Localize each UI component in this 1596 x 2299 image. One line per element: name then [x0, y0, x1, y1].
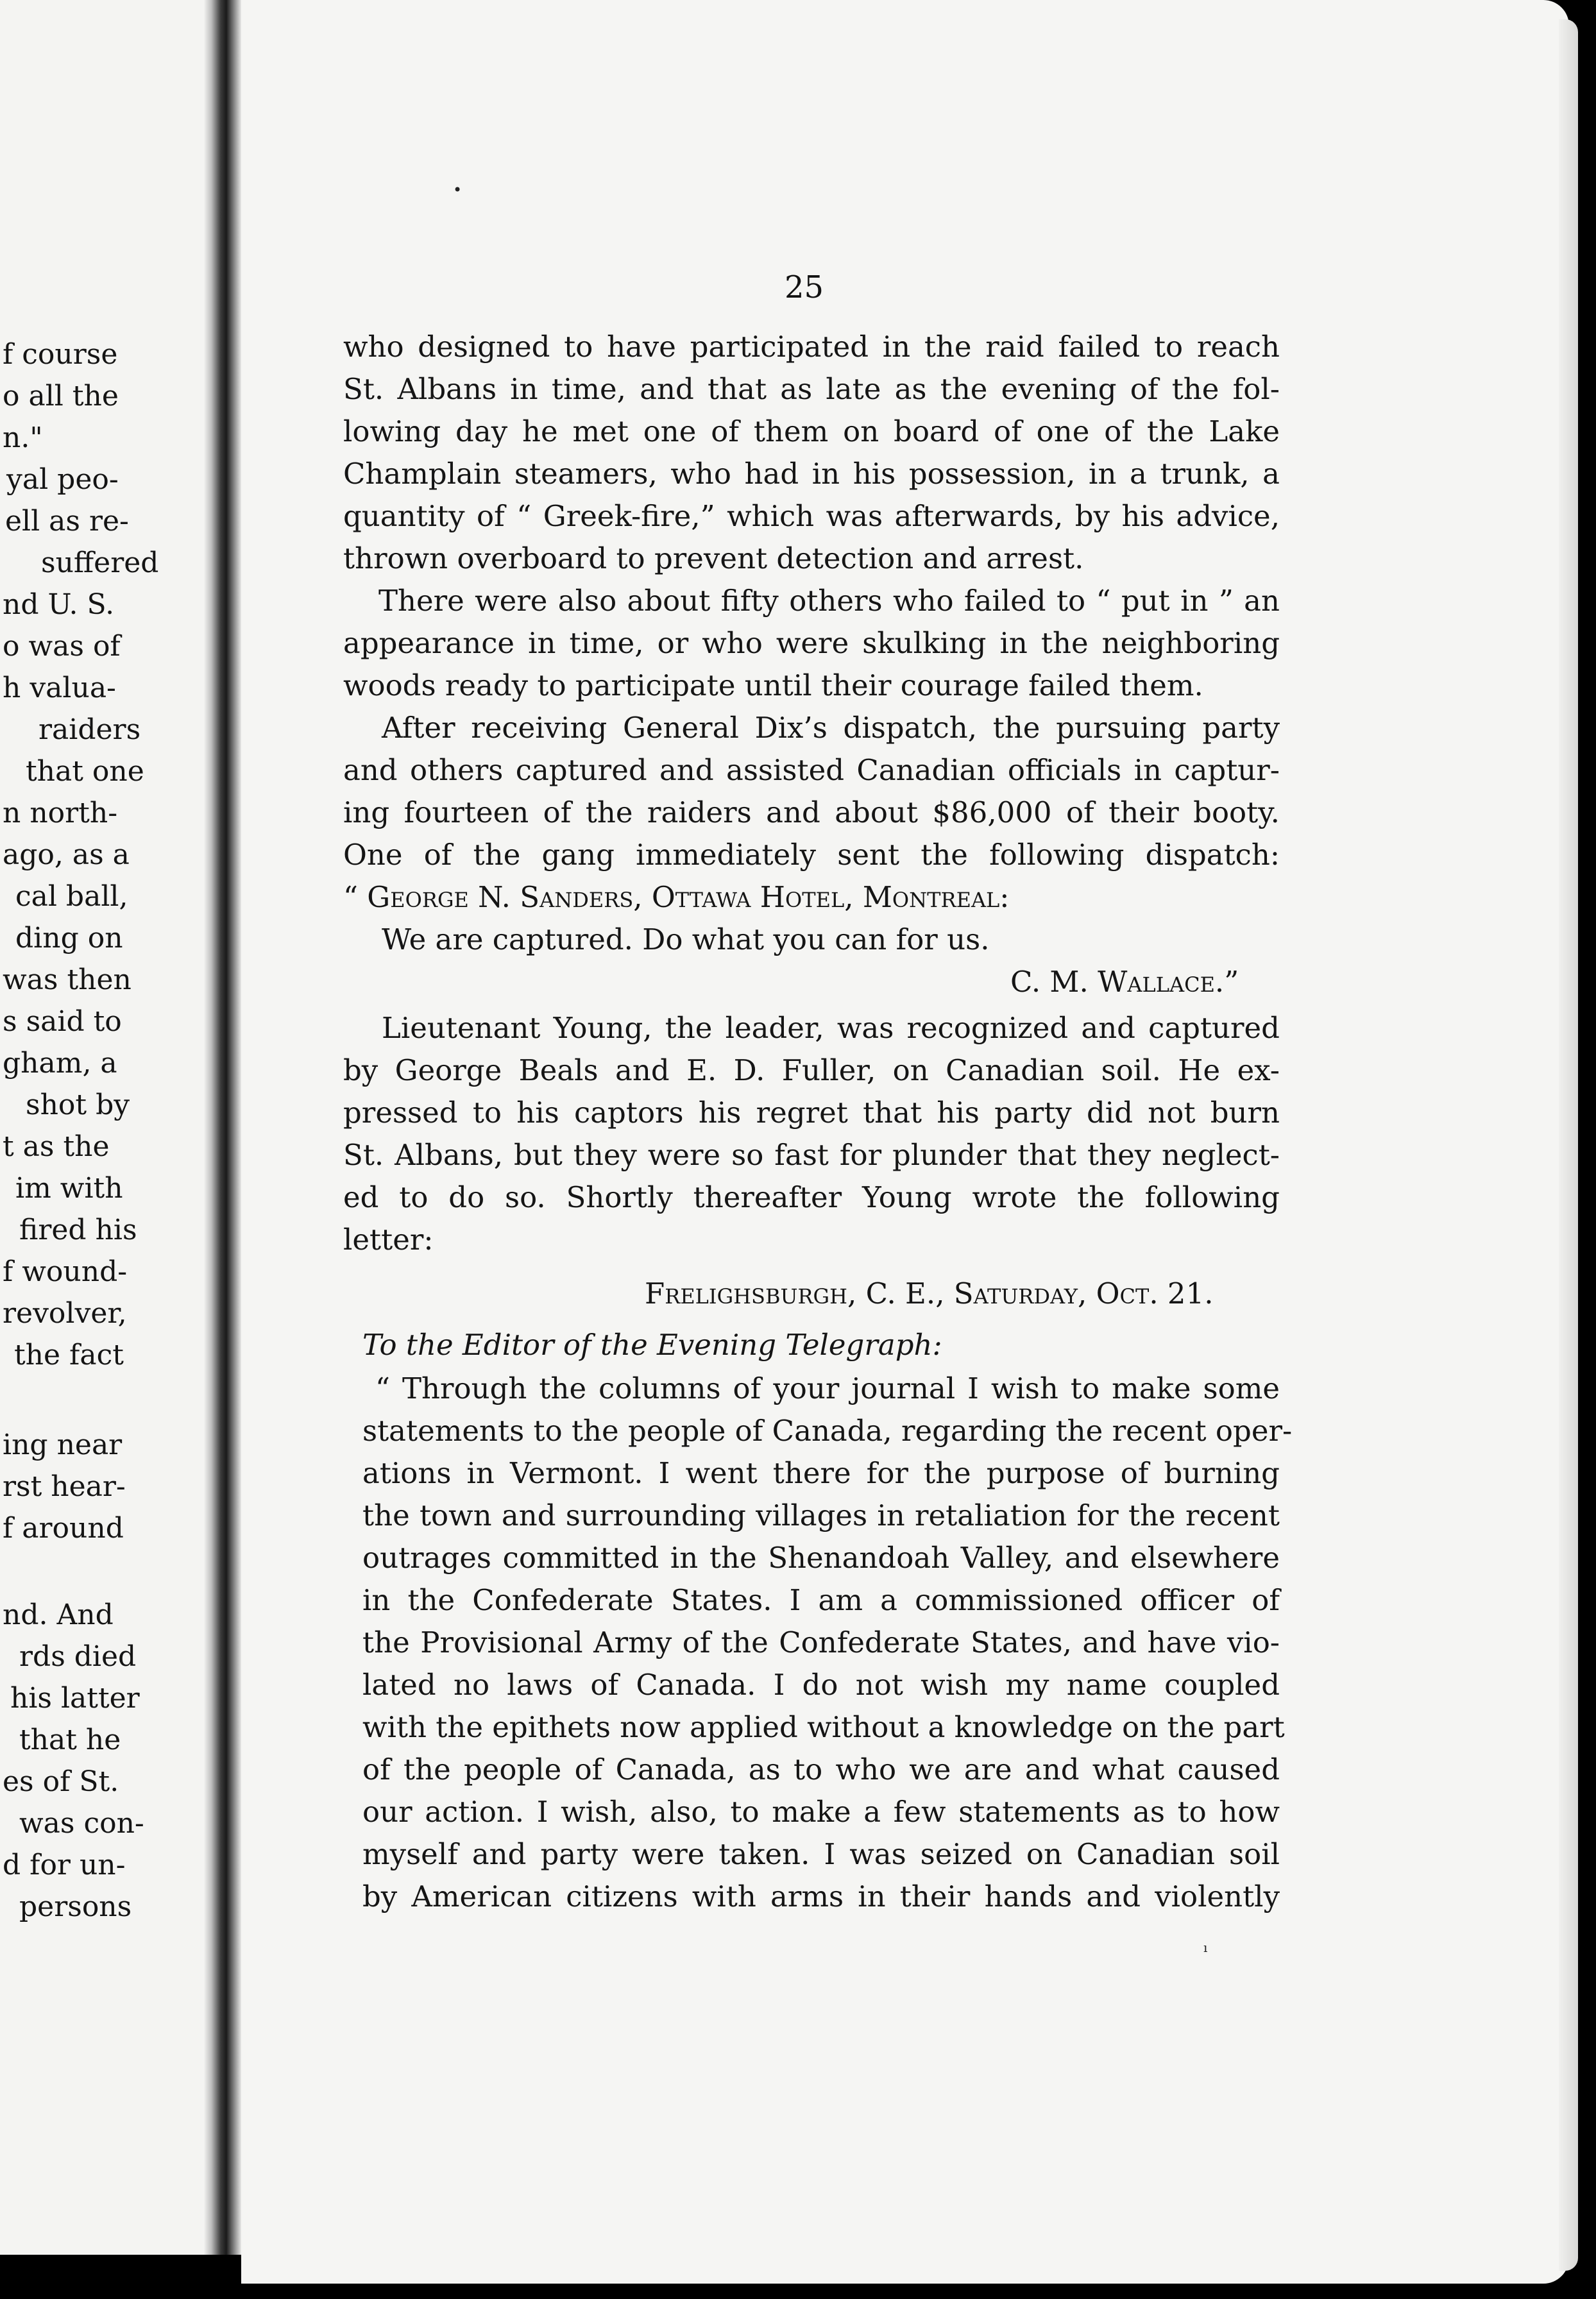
left-page-line: ell as re- [5, 505, 129, 538]
left-page-line: es of St. [3, 1765, 119, 1798]
left-page-line: n." [3, 421, 43, 454]
left-page-line: h valua- [3, 672, 116, 704]
left-page-line: that one [26, 755, 144, 788]
left-page-line: raiders [38, 713, 141, 746]
left-page-line: revolver, [3, 1297, 127, 1330]
text-line: There were also about fifty others who failed to “ put in ” an [378, 584, 1280, 618]
left-page-line: persons [19, 1890, 132, 1923]
text-line: St. Albans, but they were so fast for plunder that they neglect- [343, 1138, 1280, 1172]
text-line: After receiving General Dix’s dispatch, the pursuing party [382, 711, 1280, 745]
text-line: outrages committed in the Shenandoah Valley, and elsewhere [362, 1541, 1280, 1575]
letter-dateline: Frelighsburgh, C. E., Saturday, Oct. 21. [645, 1277, 1214, 1311]
left-page-line: rst hear- [3, 1470, 126, 1503]
text-line: letter: [343, 1223, 434, 1257]
left-page-line: s said to [3, 1005, 122, 1038]
text-line: myself and party were taken. I was seized on Canadian soil [362, 1837, 1280, 1871]
left-page-line: cal ball, [15, 880, 128, 913]
text-line: St. Albans in time, and that as late as the evening of the fol- [343, 372, 1280, 406]
page-number: 25 [785, 269, 824, 305]
text-line: the Provisional Army of the Confederate States, and have vio- [362, 1625, 1280, 1659]
left-page-line: t as the [3, 1130, 110, 1163]
left-page-line: im with [15, 1172, 123, 1205]
text-line: by George Beals and E. D. Fuller, on Canadian soil. He ex- [343, 1053, 1280, 1087]
text-line: appearance in time, or who were skulking in the neighboring [343, 626, 1280, 660]
text-line: the town and surrounding villages in retaliation for the recent [362, 1498, 1280, 1532]
text-line: woods ready to participate until their courage failed them. [343, 668, 1203, 702]
left-page-line: that he [19, 1724, 121, 1756]
left-page-line: o all the [3, 380, 119, 412]
left-page-line: f wound- [3, 1255, 128, 1288]
left-page-line: his latter [10, 1682, 140, 1715]
text-line: ed to do so. Shortly thereafter Young wrote the following [343, 1180, 1280, 1214]
left-page-line: suffered [41, 547, 159, 579]
text-line: ations in Vermont. I went there for the purpose of burning [362, 1456, 1280, 1490]
telegram-body: We are captured. Do what you can for us. [382, 922, 990, 956]
text-line: “ Through the columns of your journal I wish to make some [375, 1371, 1280, 1405]
text-line: who designed to have participated in the raid failed to reach [343, 330, 1280, 364]
text-line: statements to the people of Canada, regarding the recent oper- [362, 1414, 1293, 1448]
telegram-address: “ George N. Sanders, Ottawa Hotel, Montreal: [343, 880, 1010, 914]
text-line: our action. I wish, also, to make a few statements as to how [362, 1795, 1280, 1829]
text-line: One of the gang immediately sent the following dispatch: [343, 838, 1280, 872]
text-line: thrown overboard to prevent detection and arrest. [343, 541, 1084, 575]
text-line: Lieutenant Young, the leader, was recognized and captured [382, 1011, 1280, 1045]
text-line: with the epithets now applied without a knowledge on the part [362, 1710, 1285, 1744]
left-page-line: gham, a [3, 1047, 117, 1080]
stray-mark: ı [1203, 1940, 1208, 1955]
text-line: ing fourteen of the raiders and about $86,000 of their booty. [343, 795, 1280, 829]
left-page-line: rds died [19, 1640, 137, 1673]
text-line: Champlain steamers, who had in his possession, in a trunk, a [343, 457, 1280, 491]
left-page-line: ing near [3, 1429, 123, 1461]
page-edge [1559, 19, 1578, 2271]
letter-salutation: To the Editor of the Evening Telegraph: [362, 1328, 942, 1362]
left-page-line: was then [3, 963, 132, 996]
left-page-line: o was of [3, 630, 121, 663]
text-line: lated no laws of Canada. I do not wish my name coupled [362, 1668, 1280, 1702]
text-line: and others captured and assisted Canadian officials in captur- [343, 753, 1280, 787]
text-line: by American citizens with arms in their hands and violently [362, 1879, 1280, 1913]
left-page-line: nd U. S. [3, 588, 115, 621]
text-line: of the people of Canada, as to who we are and what caused [362, 1752, 1280, 1786]
left-page-line: nd. And [3, 1599, 114, 1631]
text-line: in the Confederate States. I am a commissioned officer of [362, 1583, 1280, 1617]
left-page-line: ding on [15, 922, 123, 954]
left-facing-page [0, 0, 204, 2255]
text-line: lowing day he met one of them on board of one of the Lake [343, 414, 1280, 448]
left-page-line: fired his [19, 1214, 137, 1246]
left-page-line: d for un- [3, 1849, 126, 1881]
text-line: pressed to his captors his regret that his party did not burn [343, 1096, 1280, 1130]
left-page-line: f course [3, 338, 118, 371]
left-page-line: was con- [19, 1807, 144, 1840]
left-page-line: the fact [14, 1339, 124, 1371]
book-gutter [204, 0, 241, 2255]
left-page-line: f around [3, 1512, 124, 1545]
left-page-line: n north- [3, 797, 118, 829]
left-page-line: ago, as a [3, 838, 130, 871]
left-page-line: yal peo- [6, 463, 119, 496]
telegram-signature: C. M. Wallace.” [1010, 965, 1239, 999]
left-page-line: shot by [26, 1089, 130, 1121]
text-line: quantity of “ Greek-fire,” which was afterwards, by his advice, [343, 499, 1280, 533]
stray-dot: • [453, 181, 463, 199]
